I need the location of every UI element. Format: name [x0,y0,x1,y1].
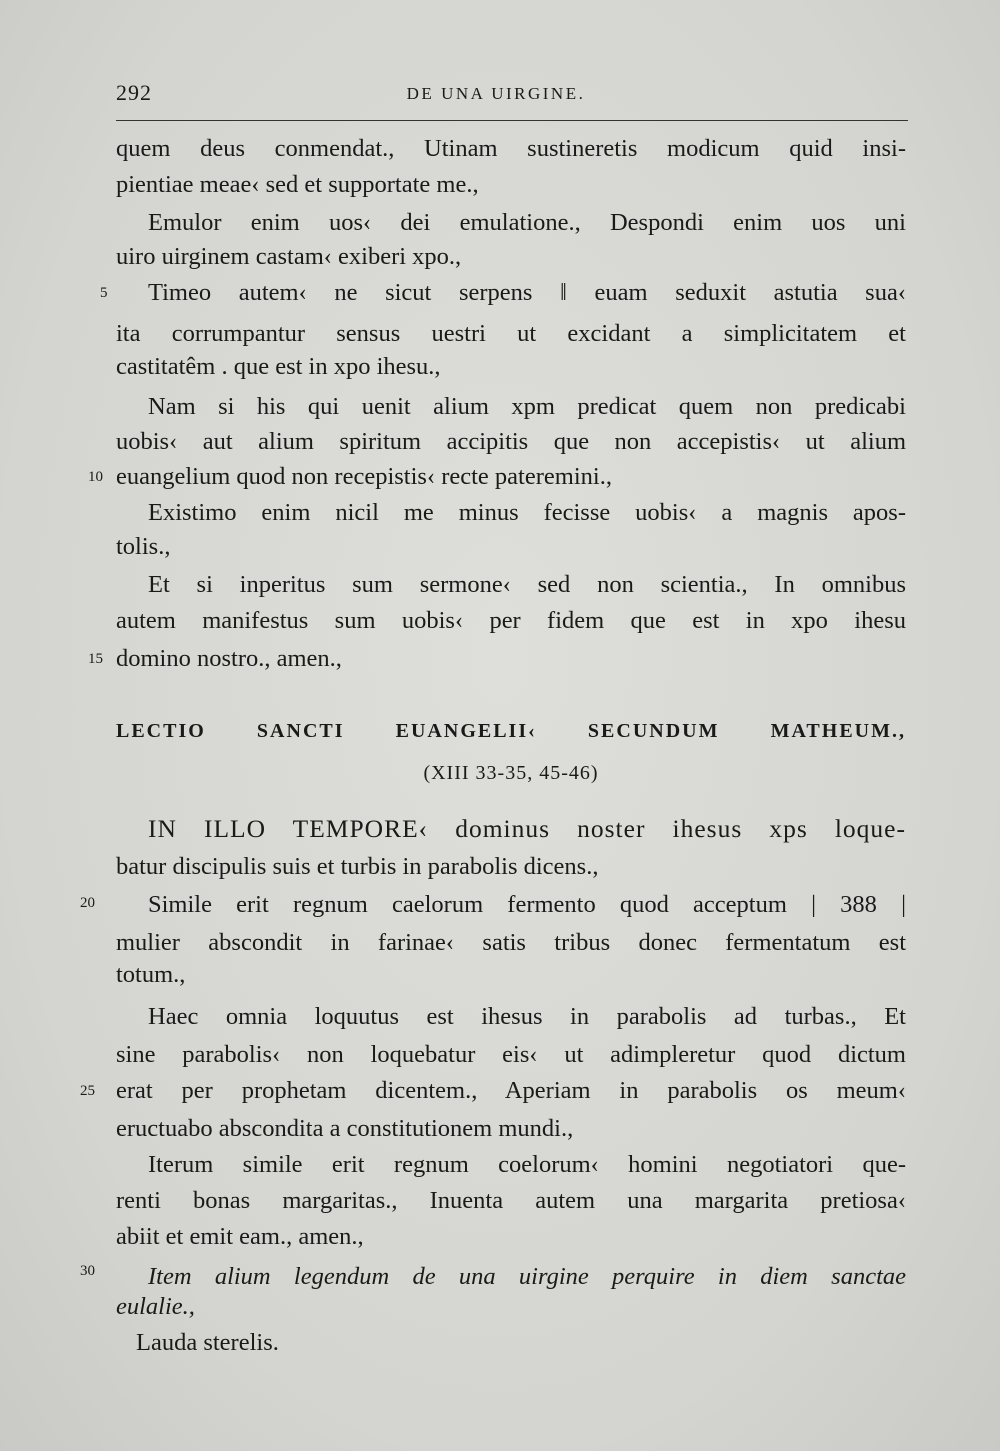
text-line: abiit et emit eam., amen., [116,1223,364,1250]
line-number: 25 [80,1083,95,1099]
text-line: Simile erit regnum caelorum fermento quod acceptum | 388 | [148,891,906,918]
text-line: sine parabolis‹ non loquebatur eis‹ ut adimpleretur quod dictum [116,1041,906,1068]
section-heading: LECTIO SANCTI EUANGELII‹ SECUNDUM MATHEUM., [116,720,906,742]
text-line: Item alium legendum de una uirgine perquire in diem sanctae [148,1263,906,1290]
text-line: uiro uirginem castam‹ exiberi xpo., [116,243,462,270]
text-line: batur discipulis suis et turbis in parabolis dicens., [116,853,599,880]
text-line: Et si inperitus sum sermone‹ sed non scientia., In omnibus [148,571,906,598]
text-line: uobis‹ aut alium spiritum accipitis que non accepistis‹ ut alium [116,428,906,455]
text-line: Lauda sterelis. [136,1329,279,1356]
text-line: Iterum simile erit regnum coelorum‹ homini negotiatori que- [148,1151,906,1178]
line-number: 10 [88,469,103,485]
line-number: 30 [80,1263,95,1279]
line-number: 5 [100,285,108,301]
text-line: quem deus conmendat., Utinam sustineretis modicum quid insi- [116,135,906,162]
text-line: ita corrumpantur sensus uestri ut excidant a simplicitatem et [116,320,906,347]
text-line: IN ILLO TEMPORE‹ dominus noster ihesus xps loque- [148,814,906,843]
text-line: renti bonas margaritas., Inuenta autem una margarita pretiosa‹ [116,1187,906,1214]
page-number: 292 [116,80,152,105]
text-line: totum., [116,961,186,988]
section-reference: (XIII 33-35, 45-46) [423,762,599,784]
text-line: mulier abscondit in farinae‹ satis tribus donec fermentatum est [116,929,906,956]
line-number: 20 [80,895,95,911]
line-number: 15 [88,651,103,667]
text-line: eructuabo abscondita a constitutionem mundi., [116,1115,574,1142]
text-line: autem manifestus sum uobis‹ per fidem que est in xpo ihesu [116,607,906,634]
text-line: Emulor enim uos‹ dei emulatione., Despondi enim uos uni [148,209,906,236]
text-line: pientiae meae‹ sed et supportate me., [116,171,479,198]
text-line: erat per prophetam dicentem., Aperiam in parabolis os meum‹ [116,1077,906,1104]
text-line: Existimo enim nicil me minus fecisse uobis‹ a magnis apos- [148,499,906,526]
text-line: Haec omnia loquutus est ihesus in parabolis ad turbas., Et [148,1003,906,1030]
text-line: tolis., [116,533,171,560]
text-line: Timeo autem‹ ne sicut serpens ‖ euam seduxit astutia sua‹ [148,279,906,306]
text-line: domino nostro., amen., [116,645,342,672]
running-title: DE UNA UIRGINE. [406,84,586,103]
text-line: euangelium quod non recepistis‹ recte pateremini., [116,463,612,490]
text-line: eulalie., [116,1293,195,1320]
text-line: Nam si his qui uenit alium xpm predicat quem non predicabi [148,393,906,420]
text-line: castitatêm . que est in xpo ihesu., [116,353,441,380]
